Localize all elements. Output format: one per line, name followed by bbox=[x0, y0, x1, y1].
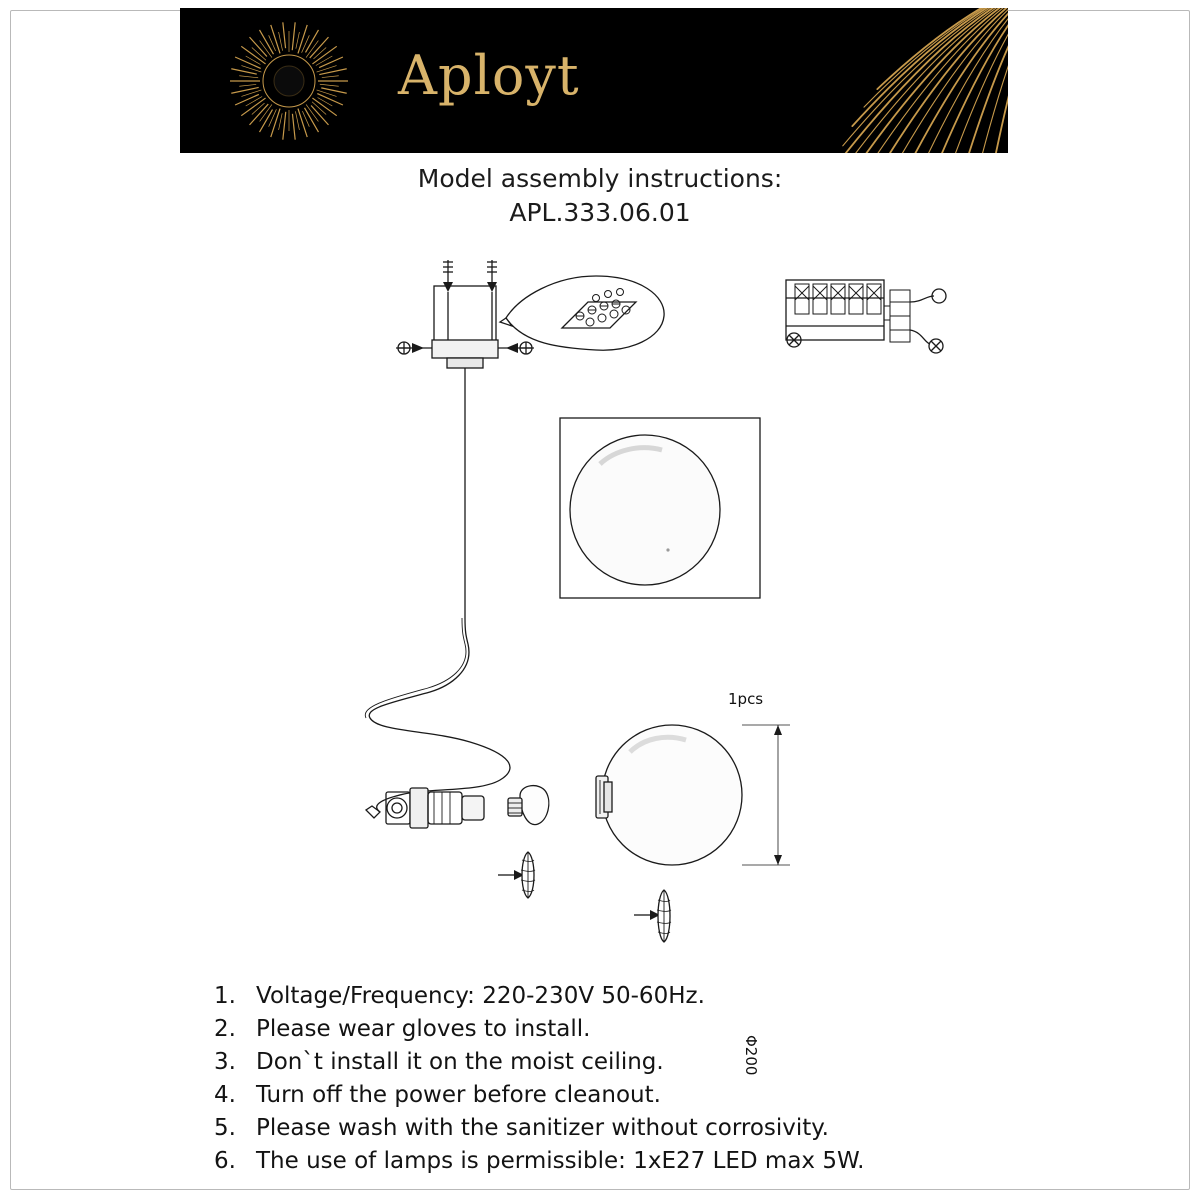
list-item bbox=[214, 1145, 1044, 1178]
ceiling-mount-bracket bbox=[396, 260, 534, 368]
screw-anchor bbox=[498, 852, 535, 898]
list-item-number: 2. bbox=[214, 1016, 236, 1042]
header-banner bbox=[180, 8, 1008, 153]
brand-name: Aployt bbox=[398, 44, 580, 107]
page-title: Model assembly instructions: bbox=[417, 164, 783, 193]
quantity-label: 1pcs bbox=[728, 690, 764, 708]
cable-and-lampholder bbox=[366, 788, 484, 828]
list-item-number: 6. bbox=[214, 1148, 236, 1174]
list-item-number: 5. bbox=[214, 1115, 236, 1141]
list-item-text: Please wash with the sanitizer without corrosivity. bbox=[256, 1115, 829, 1141]
list-item bbox=[214, 1112, 1044, 1145]
sunburst-icon bbox=[228, 20, 350, 142]
e27-bulb bbox=[508, 786, 549, 825]
list-item bbox=[214, 1046, 1044, 1079]
palm-rays-icon bbox=[708, 8, 1008, 153]
terminal-block-closeup bbox=[500, 276, 664, 350]
model-code: APL.333.06.01 bbox=[509, 198, 691, 227]
suspension-cable bbox=[365, 368, 510, 812]
list-item-number: 3. bbox=[214, 1049, 236, 1075]
instruction-list bbox=[214, 980, 1044, 1178]
list-item-text: The use of lamps is permissible: 1xE27 LED max 5W. bbox=[256, 1148, 865, 1174]
list-item-text: Voltage/Frequency: 220-230V 50-60Hz. bbox=[256, 983, 705, 1009]
screw bbox=[634, 890, 671, 942]
list-item-text: Don`t install it on the moist ceiling. bbox=[256, 1049, 664, 1075]
diagram-svg bbox=[0, 240, 1200, 960]
glass-globe-shade bbox=[560, 418, 760, 598]
globe-dimension-view bbox=[596, 725, 790, 865]
list-item-number: 4. bbox=[214, 1082, 236, 1108]
list-item-text: Please wear gloves to install. bbox=[256, 1016, 591, 1042]
diameter-label: Φ200 bbox=[742, 1035, 760, 1076]
wiring-terminal-strip bbox=[786, 280, 946, 353]
list-item-text: Turn off the power before cleanout. bbox=[256, 1082, 661, 1108]
list-item-number: 1. bbox=[214, 983, 236, 1009]
list-item bbox=[214, 980, 1044, 1013]
title-block bbox=[0, 162, 1200, 230]
list-item bbox=[214, 1079, 1044, 1112]
list-item bbox=[214, 1013, 1044, 1046]
